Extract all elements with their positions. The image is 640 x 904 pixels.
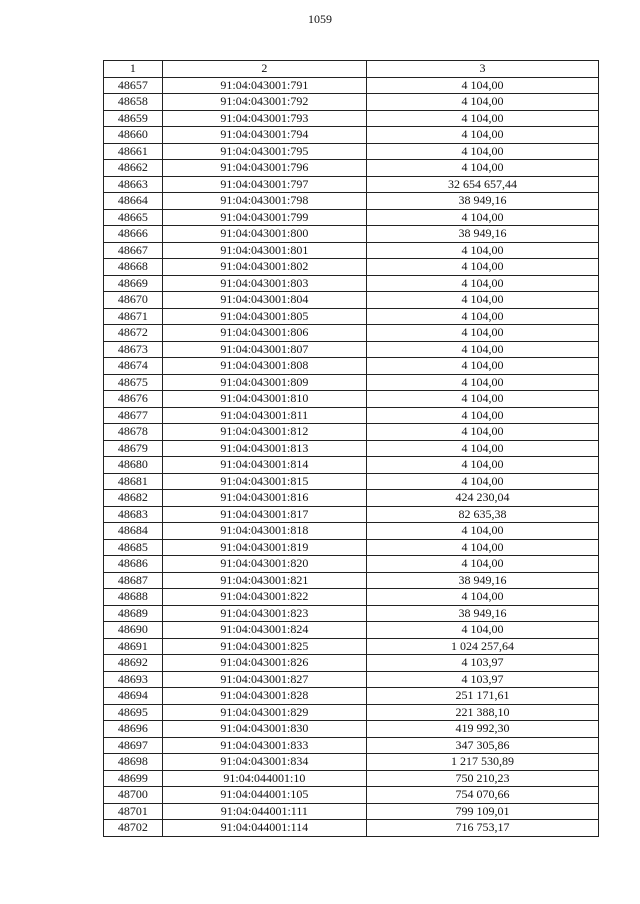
- row-number-cell: 48691: [104, 638, 163, 655]
- table-row: [104, 110, 599, 127]
- cadastral-number-cell: 91:04:043001:826: [162, 655, 366, 672]
- value-cell: 4 104,00: [367, 209, 599, 226]
- value-cell: 38 949,16: [367, 193, 599, 210]
- row-number-cell: 48675: [104, 374, 163, 391]
- table-row: [104, 473, 599, 490]
- table-row: [104, 787, 599, 804]
- table-row: [104, 209, 599, 226]
- cadastral-number-cell: 91:04:043001:816: [162, 490, 366, 507]
- row-number-cell: 48690: [104, 622, 163, 639]
- table-row: [104, 308, 599, 325]
- cadastral-number-cell: 91:04:043001:822: [162, 589, 366, 606]
- value-cell: 1 024 257,64: [367, 638, 599, 655]
- table-row: [104, 275, 599, 292]
- row-number-cell: 48665: [104, 209, 163, 226]
- table-row: [104, 94, 599, 111]
- row-number-cell: 48698: [104, 754, 163, 771]
- table-row: [104, 358, 599, 375]
- row-number-cell: 48697: [104, 737, 163, 754]
- table-row: [104, 391, 599, 408]
- cadastral-number-cell: 91:04:043001:814: [162, 457, 366, 474]
- value-cell: 750 210,23: [367, 770, 599, 787]
- cadastral-number-cell: 91:04:043001:795: [162, 143, 366, 160]
- value-cell: 4 104,00: [367, 374, 599, 391]
- table-row: [104, 374, 599, 391]
- table-row: [104, 457, 599, 474]
- cadastral-number-cell: 91:04:043001:834: [162, 754, 366, 771]
- value-cell: 424 230,04: [367, 490, 599, 507]
- row-number-cell: 48666: [104, 226, 163, 243]
- value-cell: 251 171,61: [367, 688, 599, 705]
- row-number-cell: 48664: [104, 193, 163, 210]
- row-number-cell: 48686: [104, 556, 163, 573]
- table-row: [104, 589, 599, 606]
- value-cell: 4 104,00: [367, 589, 599, 606]
- column-header-3: 3: [367, 61, 599, 78]
- value-cell: 799 109,01: [367, 803, 599, 820]
- row-number-cell: 48680: [104, 457, 163, 474]
- cadastral-number-cell: 91:04:043001:818: [162, 523, 366, 540]
- cadastral-number-cell: 91:04:043001:825: [162, 638, 366, 655]
- table-row: [104, 688, 599, 705]
- row-number-cell: 48667: [104, 242, 163, 259]
- value-cell: 4 104,00: [367, 77, 599, 94]
- table-row: [104, 721, 599, 738]
- row-number-cell: 48671: [104, 308, 163, 325]
- cadastral-number-cell: 91:04:043001:803: [162, 275, 366, 292]
- table-row: [104, 506, 599, 523]
- table-row: [104, 176, 599, 193]
- row-number-cell: 48693: [104, 671, 163, 688]
- table-row: [104, 77, 599, 94]
- row-number-cell: 48668: [104, 259, 163, 276]
- cadastral-number-cell: 91:04:044001:10: [162, 770, 366, 787]
- value-cell: 4 104,00: [367, 308, 599, 325]
- cadastral-number-cell: 91:04:043001:819: [162, 539, 366, 556]
- cadastral-number-cell: 91:04:043001:807: [162, 341, 366, 358]
- row-number-cell: 48669: [104, 275, 163, 292]
- row-number-cell: 48659: [104, 110, 163, 127]
- row-number-cell: 48701: [104, 803, 163, 820]
- value-cell: 4 104,00: [367, 523, 599, 540]
- value-cell: 4 104,00: [367, 457, 599, 474]
- table-row: [104, 226, 599, 243]
- table-row: [104, 242, 599, 259]
- cadastral-number-cell: 91:04:043001:791: [162, 77, 366, 94]
- cadastral-number-cell: 91:04:044001:105: [162, 787, 366, 804]
- cadastral-number-cell: 91:04:043001:792: [162, 94, 366, 111]
- cadastral-number-cell: 91:04:043001:820: [162, 556, 366, 573]
- value-cell: 4 104,00: [367, 94, 599, 111]
- row-number-cell: 48661: [104, 143, 163, 160]
- cadastral-number-cell: 91:04:043001:812: [162, 424, 366, 441]
- row-number-cell: 48696: [104, 721, 163, 738]
- row-number-cell: 48663: [104, 176, 163, 193]
- value-cell: 4 104,00: [367, 391, 599, 408]
- row-number-cell: 48685: [104, 539, 163, 556]
- cadastral-number-cell: 91:04:043001:800: [162, 226, 366, 243]
- row-number-cell: 48688: [104, 589, 163, 606]
- value-cell: 4 104,00: [367, 556, 599, 573]
- value-cell: 754 070,66: [367, 787, 599, 804]
- row-number-cell: 48684: [104, 523, 163, 540]
- value-cell: 4 104,00: [367, 160, 599, 177]
- value-cell: 4 104,00: [367, 275, 599, 292]
- table-row: [104, 605, 599, 622]
- row-number-cell: 48699: [104, 770, 163, 787]
- cadastral-number-cell: 91:04:043001:817: [162, 506, 366, 523]
- table-row: [104, 737, 599, 754]
- table-row: [104, 754, 599, 771]
- cadastral-number-cell: 91:04:043001:828: [162, 688, 366, 705]
- cadastral-number-cell: 91:04:043001:802: [162, 259, 366, 276]
- cadastral-number-cell: 91:04:043001:804: [162, 292, 366, 309]
- row-number-cell: 48673: [104, 341, 163, 358]
- cadastral-number-cell: 91:04:043001:793: [162, 110, 366, 127]
- cadastral-number-cell: 91:04:043001:829: [162, 704, 366, 721]
- table-row: [104, 143, 599, 160]
- column-header-2: 2: [162, 61, 366, 78]
- table-row: [104, 539, 599, 556]
- cadastral-number-cell: 91:04:043001:815: [162, 473, 366, 490]
- value-cell: 1 217 530,89: [367, 754, 599, 771]
- row-number-cell: 48658: [104, 94, 163, 111]
- value-cell: 4 104,00: [367, 110, 599, 127]
- row-number-cell: 48670: [104, 292, 163, 309]
- cadastral-number-cell: 91:04:043001:823: [162, 605, 366, 622]
- row-number-cell: 48702: [104, 820, 163, 837]
- cadastral-number-cell: 91:04:043001:798: [162, 193, 366, 210]
- row-number-cell: 48662: [104, 160, 163, 177]
- row-number-cell: 48695: [104, 704, 163, 721]
- row-number-cell: 48677: [104, 407, 163, 424]
- value-cell: 716 753,17: [367, 820, 599, 837]
- table-row: [104, 193, 599, 210]
- table-row: [104, 820, 599, 837]
- row-number-cell: 48657: [104, 77, 163, 94]
- row-number-cell: 48672: [104, 325, 163, 342]
- row-number-cell: 48681: [104, 473, 163, 490]
- cadastral-number-cell: 91:04:043001:824: [162, 622, 366, 639]
- cadastral-number-cell: 91:04:043001:833: [162, 737, 366, 754]
- table-row: [104, 440, 599, 457]
- row-number-cell: 48678: [104, 424, 163, 441]
- value-cell: 4 104,00: [367, 539, 599, 556]
- value-cell: 4 104,00: [367, 259, 599, 276]
- value-cell: 4 104,00: [367, 143, 599, 160]
- table-row: [104, 325, 599, 342]
- cadastral-number-cell: 91:04:043001:799: [162, 209, 366, 226]
- row-number-cell: 48692: [104, 655, 163, 672]
- value-cell: 4 104,00: [367, 440, 599, 457]
- table-row: [104, 622, 599, 639]
- table-row: [104, 638, 599, 655]
- row-number-cell: 48694: [104, 688, 163, 705]
- table-header: [104, 61, 599, 78]
- cadastral-number-cell: 91:04:043001:797: [162, 176, 366, 193]
- cadastral-number-cell: 91:04:043001:813: [162, 440, 366, 457]
- value-cell: 419 992,30: [367, 721, 599, 738]
- row-number-cell: 48682: [104, 490, 163, 507]
- table-row: [104, 424, 599, 441]
- page-number: 1059: [308, 12, 332, 26]
- row-number-cell: 48679: [104, 440, 163, 457]
- value-cell: 4 104,00: [367, 127, 599, 144]
- value-cell: 4 104,00: [367, 325, 599, 342]
- table-row: [104, 803, 599, 820]
- table-row: [104, 671, 599, 688]
- value-cell: 4 104,00: [367, 242, 599, 259]
- table-row: [104, 259, 599, 276]
- value-cell: 4 104,00: [367, 358, 599, 375]
- row-number-cell: 48687: [104, 572, 163, 589]
- table-row: [104, 127, 599, 144]
- cadastral-table: [103, 60, 599, 837]
- value-cell: 347 305,86: [367, 737, 599, 754]
- table-row: [104, 292, 599, 309]
- table-row: [104, 556, 599, 573]
- table-row: [104, 655, 599, 672]
- table-row: [104, 407, 599, 424]
- cadastral-number-cell: 91:04:043001:794: [162, 127, 366, 144]
- table-body: [104, 77, 599, 836]
- table-row: [104, 572, 599, 589]
- value-cell: 4 104,00: [367, 407, 599, 424]
- cadastral-number-cell: 91:04:043001:810: [162, 391, 366, 408]
- value-cell: 38 949,16: [367, 226, 599, 243]
- value-cell: 4 104,00: [367, 424, 599, 441]
- value-cell: 4 104,00: [367, 473, 599, 490]
- cadastral-number-cell: 91:04:043001:821: [162, 572, 366, 589]
- table-row: [104, 704, 599, 721]
- row-number-cell: 48676: [104, 391, 163, 408]
- table-row: [104, 490, 599, 507]
- value-cell: 221 388,10: [367, 704, 599, 721]
- value-cell: 4 104,00: [367, 622, 599, 639]
- row-number-cell: 48700: [104, 787, 163, 804]
- cadastral-number-cell: 91:04:043001:830: [162, 721, 366, 738]
- table-row: [104, 523, 599, 540]
- value-cell: 4 104,00: [367, 292, 599, 309]
- cadastral-number-cell: 91:04:043001:811: [162, 407, 366, 424]
- cadastral-number-cell: 91:04:044001:111: [162, 803, 366, 820]
- header-row: [104, 61, 599, 78]
- table-row: [104, 160, 599, 177]
- cadastral-number-cell: 91:04:043001:801: [162, 242, 366, 259]
- cadastral-number-cell: 91:04:043001:808: [162, 358, 366, 375]
- cadastral-number-cell: 91:04:043001:796: [162, 160, 366, 177]
- cadastral-number-cell: 91:04:043001:806: [162, 325, 366, 342]
- row-number-cell: 48683: [104, 506, 163, 523]
- cadastral-number-cell: 91:04:043001:805: [162, 308, 366, 325]
- value-cell: 38 949,16: [367, 605, 599, 622]
- row-number-cell: 48674: [104, 358, 163, 375]
- cadastral-number-cell: 91:04:043001:809: [162, 374, 366, 391]
- cadastral-number-cell: 91:04:044001:114: [162, 820, 366, 837]
- value-cell: 4 104,00: [367, 341, 599, 358]
- value-cell: 4 103,97: [367, 671, 599, 688]
- value-cell: 82 635,38: [367, 506, 599, 523]
- table-row: [104, 770, 599, 787]
- value-cell: 32 654 657,44: [367, 176, 599, 193]
- row-number-cell: 48689: [104, 605, 163, 622]
- value-cell: 4 103,97: [367, 655, 599, 672]
- row-number-cell: 48660: [104, 127, 163, 144]
- value-cell: 38 949,16: [367, 572, 599, 589]
- table-row: [104, 341, 599, 358]
- cadastral-number-cell: 91:04:043001:827: [162, 671, 366, 688]
- column-header-1: 1: [104, 61, 163, 78]
